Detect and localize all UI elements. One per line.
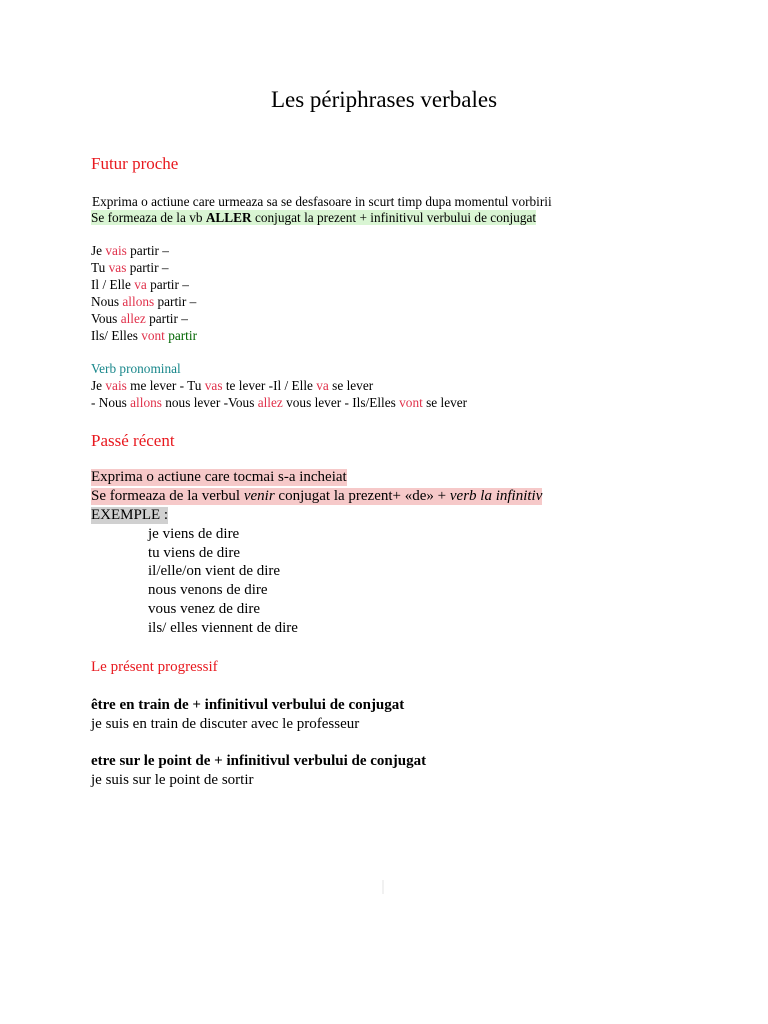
pronominal-line-2 bbox=[91, 395, 467, 410]
text-segment: nous lever -Vous bbox=[161, 395, 258, 410]
progressif-example-1: je suis en train de discuter avec le professeur bbox=[91, 716, 360, 732]
example-line: ils/ elles viennent de dire bbox=[148, 620, 298, 636]
venir-keyword: venir bbox=[243, 488, 275, 504]
aller-form: vont bbox=[399, 395, 423, 410]
text-segment: Je bbox=[91, 378, 106, 393]
passe-formation-rule bbox=[91, 488, 542, 505]
pronoun: Ils/ Elles bbox=[91, 328, 142, 343]
example-line: il/elle/on vient de dire bbox=[148, 563, 281, 579]
pronoun: Nous bbox=[91, 294, 123, 309]
pronoun: Tu bbox=[91, 260, 109, 275]
text-segment: vous lever - Ils/Elles bbox=[282, 395, 400, 410]
aller-keyword: ALLER bbox=[205, 210, 252, 225]
text-segment: se lever bbox=[328, 378, 374, 393]
progressif-rule-2: etre sur le point de + infinitivul verbului de conjugat bbox=[91, 753, 427, 769]
example-line: vous venez de dire bbox=[148, 601, 261, 617]
verb-infinitive-label: verb la infinitiv bbox=[449, 488, 543, 504]
aller-form: allez bbox=[120, 311, 146, 326]
futur-formation-rule bbox=[91, 210, 536, 225]
progressif-example-2: je suis sur le point de sortir bbox=[91, 772, 254, 788]
aller-form: allons bbox=[130, 395, 162, 410]
example-line: tu viens de dire bbox=[148, 545, 241, 561]
text-segment: - Nous bbox=[91, 395, 131, 410]
infinitive: partir – bbox=[154, 294, 197, 309]
pronominal-heading: Verb pronominal bbox=[91, 361, 181, 376]
aller-form: vais bbox=[105, 378, 127, 393]
infinitive: partir bbox=[164, 328, 197, 343]
pronoun: Je bbox=[91, 243, 106, 258]
conjugation-line bbox=[91, 243, 169, 258]
example-line: nous venons de dire bbox=[148, 582, 268, 598]
aller-form: allons bbox=[122, 294, 155, 309]
conjugation-line bbox=[91, 311, 188, 326]
example-line: je viens de dire bbox=[148, 526, 240, 542]
infinitive: partir – bbox=[146, 277, 189, 292]
pronominal-line-1 bbox=[91, 378, 373, 393]
page-title: Les périphrases verbales bbox=[270, 87, 498, 112]
aller-form: va bbox=[134, 277, 147, 292]
conjugation-line bbox=[91, 294, 196, 309]
section-heading-passe-recent: Passé récent bbox=[91, 431, 175, 450]
infinitive: partir – bbox=[145, 311, 188, 326]
formation-text-pre: Se formeaza de la vb bbox=[91, 210, 206, 225]
conjugation-line bbox=[91, 260, 168, 275]
passe-formation-pre: Se formeaza de la verbul bbox=[91, 488, 244, 504]
text-segment: se lever bbox=[422, 395, 468, 410]
aller-form: vas bbox=[204, 378, 223, 393]
passe-description: Exprima o actiune care tocmai s-a incheiat bbox=[91, 469, 347, 485]
conjugation-line bbox=[91, 277, 189, 292]
aller-form: vas bbox=[108, 260, 127, 275]
pronoun: Il / Elle bbox=[91, 277, 135, 292]
section-heading-present-progressif: Le présent progressif bbox=[91, 659, 218, 675]
passe-formation-mid: conjugat la prezent+ «de» + bbox=[274, 488, 450, 504]
progressif-rule-1: être en train de + infinitivul verbului de conjugat bbox=[91, 697, 405, 713]
conjugation-line bbox=[91, 328, 197, 343]
aller-form: vais bbox=[105, 243, 127, 258]
page-marker bbox=[382, 880, 384, 894]
infinitive: partir – bbox=[126, 260, 169, 275]
aller-form: allez bbox=[257, 395, 283, 410]
aller-form: vont bbox=[141, 328, 165, 343]
pronoun: Vous bbox=[91, 311, 121, 326]
section-heading-futur-proche: Futur proche bbox=[91, 154, 179, 173]
text-segment: te lever -Il / Elle bbox=[222, 378, 317, 393]
example-label: EXEMPLE : bbox=[91, 507, 169, 523]
formation-text-post: conjugat la prezent + infinitivul verbului de conjugat bbox=[251, 210, 537, 225]
futur-description: Exprima o actiune care urmeaza sa se desfasoare in scurt timp dupa momentul vorbirii bbox=[92, 194, 552, 209]
text-segment: me lever - Tu bbox=[126, 378, 205, 393]
aller-form: va bbox=[316, 378, 329, 393]
infinitive: partir – bbox=[126, 243, 169, 258]
